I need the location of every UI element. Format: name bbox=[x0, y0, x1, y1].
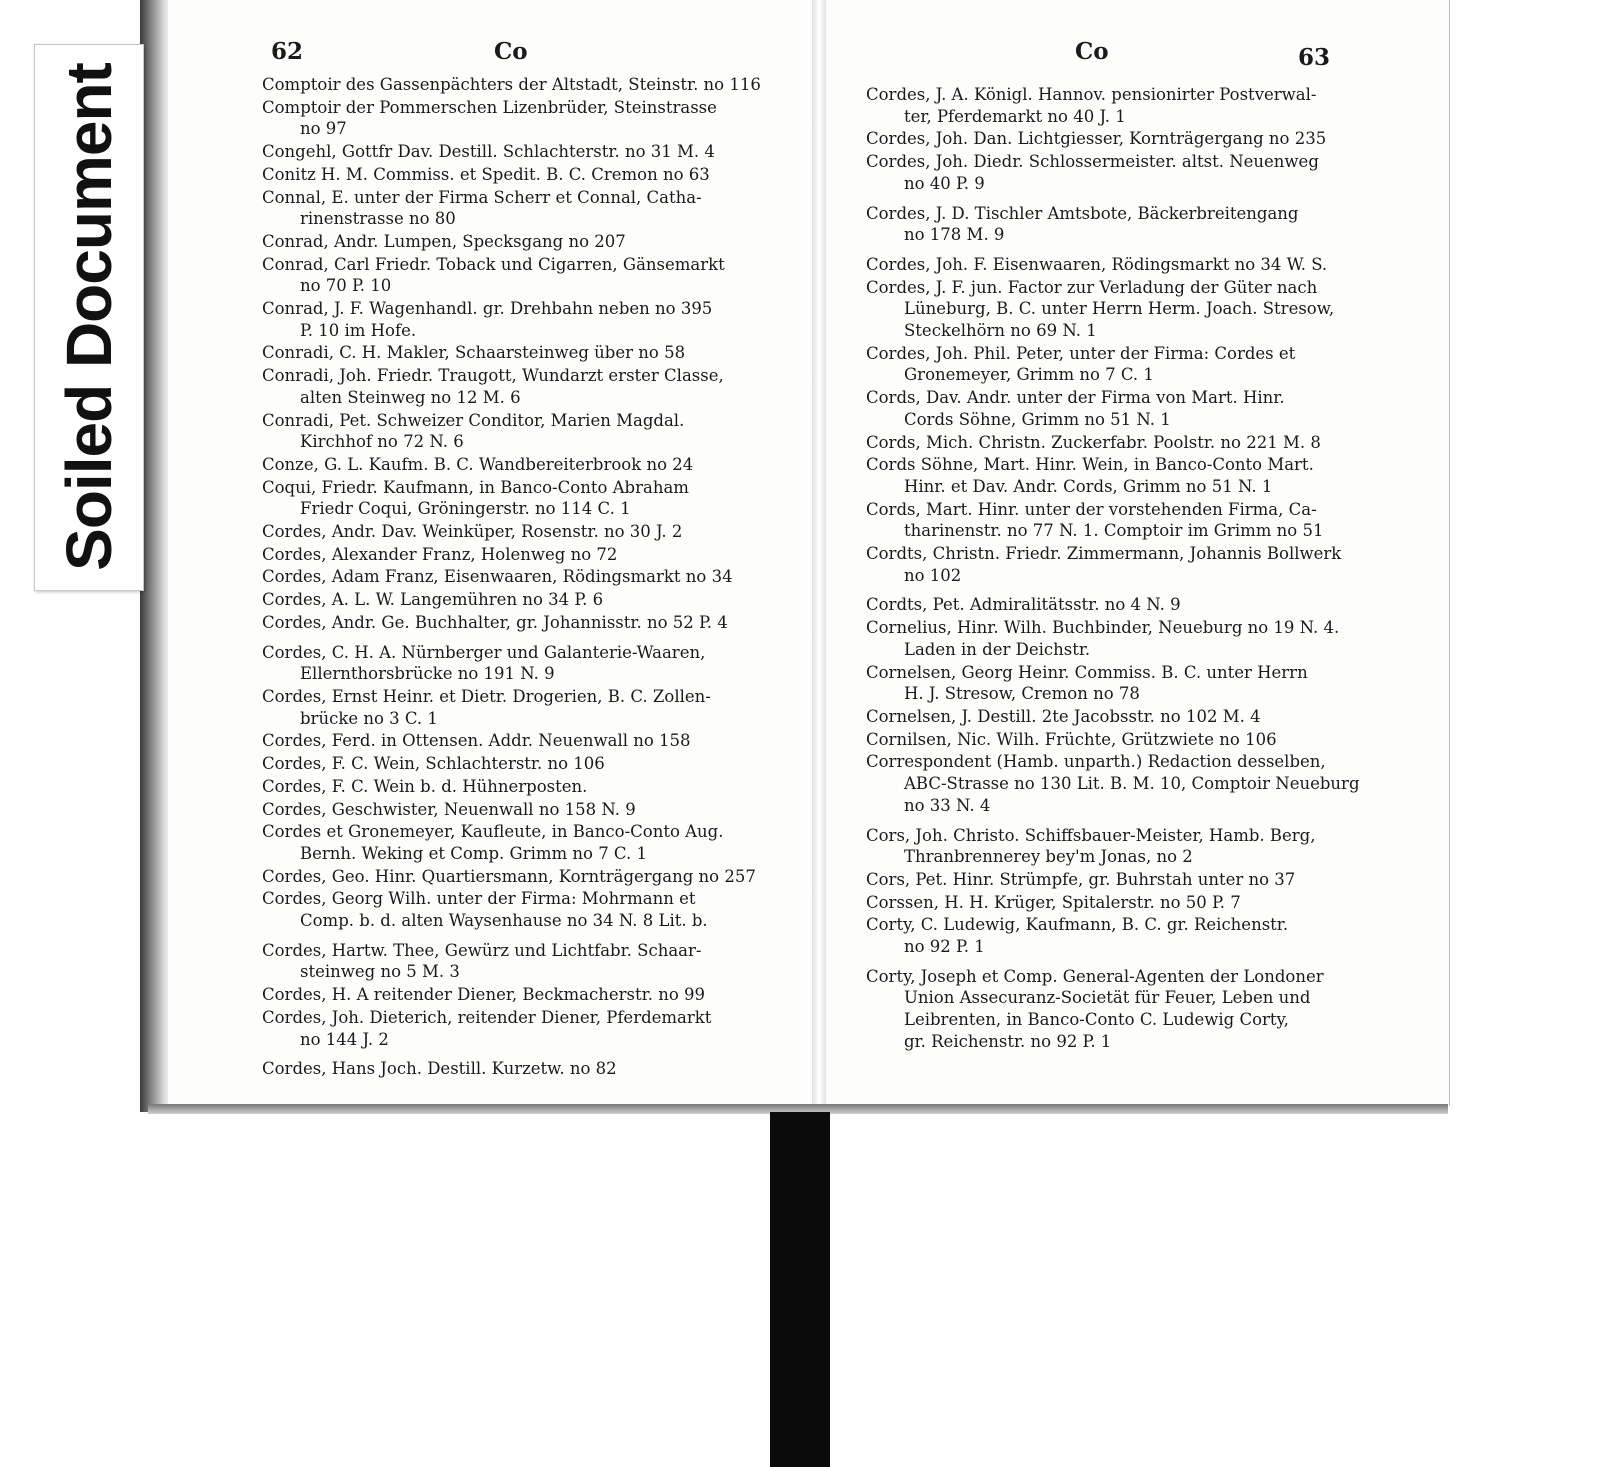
entry-continuation: Bernh. Weking et Comp. Grimm no 7 C. 1 bbox=[300, 843, 647, 863]
entry-line: Cordes, Joh. Diedr. Schlossermeister. altst. Neuenweg bbox=[866, 152, 1319, 172]
book-spine-shadow bbox=[140, 0, 170, 1112]
entry-line: Cordes, F. C. Wein b. d. Hühnerposten. bbox=[262, 776, 588, 796]
directory-entry bbox=[262, 753, 762, 775]
entry-continuation: Ellernthorsbrücke no 191 N. 9 bbox=[300, 664, 555, 684]
entry-line: Conrad, Andr. Lumpen, Specksgang no 207 bbox=[262, 231, 626, 251]
entry-line: Cornilsen, Nic. Wilh. Früchte, Grützwiete no 106 bbox=[866, 729, 1277, 749]
entry-line: Cordts, Pet. Admiralitätsstr. no 4 N. 9 bbox=[866, 595, 1181, 615]
directory-entry bbox=[866, 543, 1356, 586]
directory-entry bbox=[262, 477, 762, 520]
directory-entry bbox=[262, 1058, 762, 1080]
right-running-head: Co bbox=[1075, 38, 1109, 65]
directory-entry bbox=[262, 821, 762, 864]
entry-line: Cordes, J. F. jun. Factor zur Verladung der Güter nach bbox=[866, 277, 1318, 297]
entry-continuation: no 102 bbox=[904, 565, 962, 585]
entry-continuation: tharinenstr. no 77 N. 1. Comptoir im Grimm no 51 bbox=[904, 521, 1324, 541]
directory-entry bbox=[262, 544, 762, 566]
entry-continuation: no 40 P. 9 bbox=[904, 173, 985, 193]
entry-continuation: no 178 M. 9 bbox=[904, 225, 1005, 245]
entry-continuation: brücke no 3 C. 1 bbox=[300, 708, 438, 728]
entry-continuation: no 144 J. 2 bbox=[300, 1029, 389, 1049]
directory-entry bbox=[866, 343, 1356, 386]
entry-continuation: gr. Reichenstr. no 92 P. 1 bbox=[904, 1031, 1112, 1051]
right-entry-list bbox=[866, 84, 1360, 1054]
entry-continuation: Cords Söhne, Grimm no 51 N. 1 bbox=[904, 409, 1171, 429]
entry-continuation: ter, Pferdemarkt no 40 J. 1 bbox=[904, 106, 1126, 126]
entry-line: Cordes, Joh. Phil. Peter, unter der Firma: Cordes et bbox=[866, 343, 1296, 363]
entry-line: Conrad, Carl Friedr. Toback und Cigarren, Gänsemarkt bbox=[262, 254, 725, 274]
entry-line: Cordes, C. H. A. Nürnberger und Galanterie-Waaren, bbox=[262, 642, 706, 662]
entry-line: Cordes, F. C. Wein, Schlachterstr. no 106 bbox=[262, 754, 605, 774]
entry-continuation: Union Assecuranz-Societät für Feuer, Leben und bbox=[904, 988, 1311, 1008]
directory-entry bbox=[262, 521, 762, 543]
directory-entry bbox=[262, 1007, 762, 1050]
entry-line: Cordes, Ferd. in Ottensen. Addr. Neuenwall no 158 bbox=[262, 731, 691, 751]
directory-entry bbox=[262, 566, 762, 588]
entry-continuation: no 33 N. 4 bbox=[904, 795, 991, 815]
entry-continuation: P. 10 im Hofe. bbox=[300, 320, 417, 340]
entry-continuation: Friedr Coqui, Gröningerstr. no 114 C. 1 bbox=[300, 499, 631, 519]
entry-line: Cornelsen, J. Destill. 2te Jacobsstr. no 102 M. 4 bbox=[866, 706, 1261, 726]
book-gutter bbox=[812, 0, 826, 1106]
directory-entry bbox=[262, 97, 762, 140]
entry-line: Comptoir des Gassenpächters der Altstadt, Steinstr. no 116 bbox=[262, 75, 761, 94]
directory-entry bbox=[262, 74, 762, 96]
entry-continuation: Leibrenten, in Banco-Conto C. Ludewig Corty, bbox=[904, 1010, 1289, 1030]
directory-entry bbox=[866, 869, 1356, 891]
directory-entry bbox=[866, 594, 1356, 616]
entry-continuation: Kirchhof no 72 N. 6 bbox=[300, 432, 464, 452]
entry-line: Cordes, Hans Joch. Destill. Kurzetw. no 82 bbox=[262, 1059, 617, 1079]
entry-line: Conradi, Joh. Friedr. Traugott, Wundarzt erster Classe, bbox=[262, 366, 724, 386]
directory-entry bbox=[866, 662, 1356, 705]
entry-continuation: rinenstrasse no 80 bbox=[300, 209, 456, 229]
entry-line: Cords Söhne, Mart. Hinr. Wein, in Banco-Conto Mart. bbox=[866, 455, 1314, 475]
entry-line: Cordes, Joh. Dan. Lichtgiesser, Kornträgergang no 235 bbox=[866, 129, 1327, 149]
directory-entry bbox=[866, 914, 1356, 957]
entry-line: Cors, Pet. Hinr. Strümpfe, gr. Buhrstah unter no 37 bbox=[866, 869, 1296, 889]
directory-entry bbox=[866, 729, 1356, 751]
label-text: Soiled Document bbox=[53, 63, 125, 571]
left-entry-list bbox=[262, 74, 762, 1081]
entry-line: Comptoir der Pommerschen Lizenbrüder, Steinstrasse bbox=[262, 97, 717, 117]
entry-continuation: Gronemeyer, Grimm no 7 C. 1 bbox=[904, 365, 1154, 385]
directory-entry bbox=[262, 141, 762, 163]
directory-entry bbox=[866, 825, 1356, 868]
directory-entry bbox=[866, 84, 1356, 127]
entry-line: Cors, Joh. Christo. Schiffsbauer-Meister, Hamb. Berg, bbox=[866, 825, 1316, 845]
directory-entry bbox=[866, 499, 1356, 542]
entry-line: Cordes, Ernst Heinr. et Dietr. Drogerien, B. C. Zollen- bbox=[262, 686, 711, 706]
ribbon-marker bbox=[770, 1112, 830, 1467]
directory-entry bbox=[262, 866, 762, 888]
right-page-number: 63 bbox=[1298, 44, 1331, 71]
directory-entry bbox=[262, 799, 762, 821]
directory-entry bbox=[262, 365, 762, 408]
entry-line: Cordes, J. D. Tischler Amtsbote, Bäckerbreitengang bbox=[866, 203, 1299, 223]
directory-entry bbox=[866, 203, 1356, 246]
entry-line: Cords, Mich. Christn. Zuckerfabr. Poolstr. no 221 M. 8 bbox=[866, 432, 1321, 452]
directory-entry bbox=[262, 612, 762, 634]
entry-line: Cordes, Andr. Ge. Buchhalter, gr. Johannisstr. no 52 P. 4 bbox=[262, 612, 728, 632]
entry-line: Cordes, Georg Wilh. unter der Firma: Mohrmann et bbox=[262, 889, 696, 909]
entry-continuation: Lüneburg, B. C. unter Herrn Herm. Joach. Stresow, bbox=[904, 299, 1335, 319]
entry-continuation: Thranbrennerey bey'm Jonas, no 2 bbox=[904, 847, 1193, 867]
directory-entry bbox=[866, 454, 1356, 497]
directory-entry bbox=[866, 706, 1356, 728]
entry-line: Conze, G. L. Kaufm. B. C. Wandbereiterbrook no 24 bbox=[262, 454, 694, 474]
directory-entry bbox=[262, 686, 762, 729]
entry-continuation: H. J. Stresow, Cremon no 78 bbox=[904, 684, 1140, 704]
directory-entry bbox=[262, 231, 762, 253]
directory-entry bbox=[866, 151, 1356, 194]
entry-continuation: Steckelhörn no 69 N. 1 bbox=[904, 321, 1097, 341]
entry-continuation: alten Steinweg no 12 M. 6 bbox=[300, 387, 521, 407]
entry-line: Conitz H. M. Commiss. et Spedit. B. C. Cremon no 63 bbox=[262, 164, 710, 184]
directory-entry bbox=[866, 254, 1356, 276]
directory-entry bbox=[262, 410, 762, 453]
directory-entry bbox=[262, 940, 762, 983]
directory-entry bbox=[866, 128, 1356, 150]
entry-continuation: Comp. b. d. alten Waysenhause no 34 N. 8 Lit. b. bbox=[300, 911, 708, 931]
entry-line: Cordes et Gronemeyer, Kaufleute, in Banco-Conto Aug. bbox=[262, 822, 724, 842]
entry-line: Cords, Dav. Andr. unter der Firma von Mart. Hinr. bbox=[866, 388, 1285, 408]
entry-line: Corty, C. Ludewig, Kaufmann, B. C. gr. Reichenstr. bbox=[866, 915, 1289, 935]
entry-line: Connal, E. unter der Firma Scherr et Connal, Catha- bbox=[262, 187, 702, 207]
entry-line: Cornelius, Hinr. Wilh. Buchbinder, Neueburg no 19 N. 4. bbox=[866, 618, 1340, 638]
entry-line: Cordts, Christn. Friedr. Zimmermann, Johannis Bollwerk bbox=[866, 544, 1342, 564]
entry-line: Conradi, Pet. Schweizer Conditor, Marien Magdal. bbox=[262, 410, 685, 430]
directory-entry bbox=[262, 254, 762, 297]
directory-entry bbox=[866, 751, 1360, 816]
entry-continuation: no 97 bbox=[300, 119, 347, 139]
entry-line: Cordes, Joh. Dieterich, reitender Diener, Pferdemarkt bbox=[262, 1007, 712, 1027]
entry-line: Cornelsen, Georg Heinr. Commiss. B. C. unter Herrn bbox=[866, 662, 1308, 682]
directory-entry bbox=[262, 298, 762, 341]
entry-line: Cordes, Geschwister, Neuenwall no 158 N. 9 bbox=[262, 799, 636, 819]
directory-entry bbox=[262, 888, 762, 931]
directory-entry bbox=[262, 984, 762, 1006]
directory-entry bbox=[262, 164, 762, 186]
directory-entry bbox=[866, 966, 1356, 1053]
directory-entry bbox=[262, 642, 762, 685]
entry-line: Congehl, Gottfr Dav. Destill. Schlachterstr. no 31 M. 4 bbox=[262, 142, 715, 162]
left-running-head: Co bbox=[494, 38, 528, 65]
directory-entry bbox=[866, 277, 1356, 342]
entry-continuation: steinweg no 5 M. 3 bbox=[300, 962, 460, 982]
entry-line: Corty, Joseph et Comp. General-Agenten der Londoner bbox=[866, 966, 1324, 986]
entry-continuation: ABC-Strasse no 130 Lit. B. M. 10, Comptoir Neueburg bbox=[904, 774, 1360, 794]
directory-entry bbox=[262, 730, 762, 752]
entry-continuation: Laden in der Deichstr. bbox=[904, 639, 1091, 659]
directory-entry bbox=[262, 589, 762, 611]
entry-line: Cordes, Joh. F. Eisenwaaren, Rödingsmarkt no 34 W. S. bbox=[866, 254, 1328, 274]
entry-line: Cordes, H. A reitender Diener, Beckmacherstr. no 99 bbox=[262, 985, 706, 1005]
entry-line: Cordes, Adam Franz, Eisenwaaren, Rödingsmarkt no 34 bbox=[262, 567, 733, 587]
entry-line: Cordes, Andr. Dav. Weinküper, Rosenstr. no 30 J. 2 bbox=[262, 522, 683, 542]
directory-entry bbox=[262, 342, 762, 364]
directory-entry bbox=[262, 454, 762, 476]
directory-entry bbox=[866, 892, 1356, 914]
directory-entry bbox=[866, 432, 1356, 454]
entry-line: Cordes, Hartw. Thee, Gewürz und Lichtfabr. Schaar- bbox=[262, 940, 702, 960]
left-page-number: 62 bbox=[271, 38, 304, 65]
entry-line: Cordes, Geo. Hinr. Quartiersmann, Kornträgergang no 257 bbox=[262, 866, 756, 886]
soiled-document-label bbox=[34, 44, 144, 591]
entry-line: Conradi, C. H. Makler, Schaarsteinweg über no 58 bbox=[262, 343, 686, 363]
entry-line: Correspondent (Hamb. unparth.) Redaction desselben, bbox=[866, 752, 1326, 772]
directory-entry bbox=[262, 187, 762, 230]
entry-continuation: no 92 P. 1 bbox=[904, 937, 985, 957]
entry-line: Cordes, J. A. Königl. Hannov. pensionirter Postverwal- bbox=[866, 85, 1317, 104]
directory-entry bbox=[866, 387, 1356, 430]
entry-line: Cords, Mart. Hinr. unter der vorstehenden Firma, Ca- bbox=[866, 499, 1317, 519]
entry-line: Conrad, J. F. Wagenhandl. gr. Drehbahn neben no 395 bbox=[262, 299, 713, 319]
directory-entry bbox=[866, 617, 1356, 660]
entry-line: Cordes, A. L. W. Langemühren no 34 P. 6 bbox=[262, 590, 604, 610]
entry-continuation: no 70 P. 10 bbox=[300, 276, 392, 296]
directory-entry bbox=[262, 776, 762, 798]
entry-line: Coqui, Friedr. Kaufmann, in Banco-Conto Abraham bbox=[262, 477, 689, 497]
entry-line: Cordes, Alexander Franz, Holenweg no 72 bbox=[262, 544, 618, 564]
entry-continuation: Hinr. et Dav. Andr. Cords, Grimm no 51 N. 1 bbox=[904, 476, 1273, 496]
entry-line: Corssen, H. H. Krüger, Spitalerstr. no 50 P. 7 bbox=[866, 892, 1241, 912]
